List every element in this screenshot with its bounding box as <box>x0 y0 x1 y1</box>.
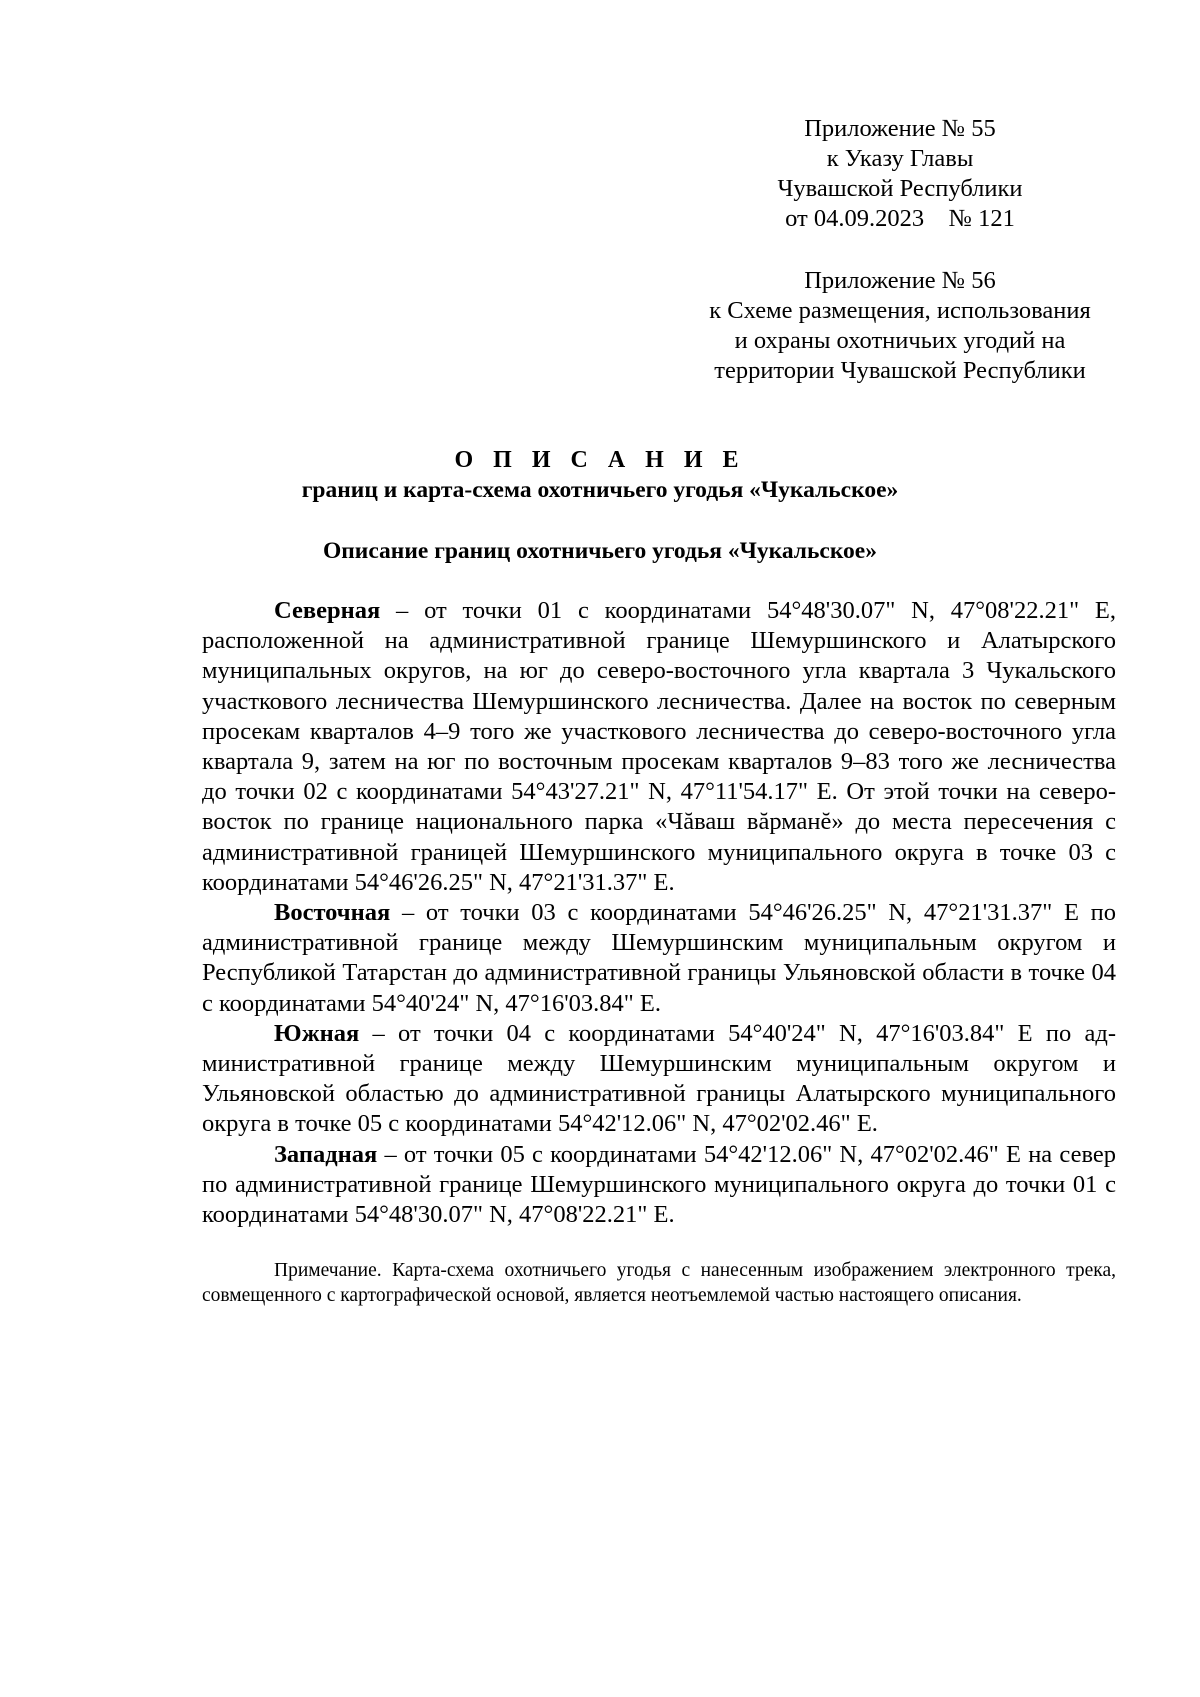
appendix-scheme-line-2: к Схеме размещения, использования <box>709 297 1091 324</box>
boundary-text-north: – от точки 01 с координатами 54°48'30.07" N, 47°08'22.21" E, расположенной на административной границе Шемуршинского и Алатырского муниципальных округов, на юг до северо-восточного угла квартала 3 Чукальского участкового лесничества Шемуршинского лесничества. Далее на восток по северным просекам кварталов 4–9 того же участкового лесничества до северо-восточного угла квартала 9, затем на юг по восточным просекам кварталов 9–83 того же лесничества до точки 02 с координатами 54°43'27.21" N, 47°11'54.17" E. От этой точки на северо-восток по границе национального парка «Чăваш вăрманĕ» до места пересечения с административной границей Шемуршинского муниципального округа в точке 03 с координатами 54°46'26.25" N, 47°21'31.37" E. <box>202 597 1116 896</box>
boundary-description <box>202 596 1116 1230</box>
appendix-scheme-block <box>660 266 1140 386</box>
appendix-decree-line-4: от 04.09.2023 № 121 <box>785 205 1015 232</box>
appendix-decree-line-1: Приложение № 55 <box>804 115 996 142</box>
boundary-text-south: – от точки 04 с координатами 54°40'24" N, 47°16'03.84" E по административной границе между Шемуршинским муниципальным округом и Ульяновской областью до административной границы Алатырского муниципального округа в точке 05 с координатами 54°42'12.06" N, 47°02'02.46" E. <box>202 1019 1116 1138</box>
section-heading: Описание границ охотничьего угодья «Чукальское» <box>322 538 877 564</box>
appendix-decree-block <box>700 114 1100 234</box>
document-title: О П И С А Н И Е <box>454 447 746 473</box>
boundary-label-north: Северная <box>274 597 381 624</box>
boundary-label-east: Восточная <box>274 899 391 927</box>
boundary-label-west: Западная <box>274 1140 378 1168</box>
boundary-text-east: – от точки 03 с координатами 54°46'26.25" N, 47°21'31.37" E по административной границе между Шемуршинским муниципальным округом и Республикой Татарстан до административной границы Ульяновской области в точке 04 с координатами 54°40'24" N, 47°16'03.84" E. <box>202 899 1116 1017</box>
boundary-label-south: Южная <box>274 1019 360 1047</box>
appendix-scheme-line-4: территории Чувашской Республики <box>714 357 1086 384</box>
document-subtitle: границ и карта-схема охотничьего угодья «Чукальское» <box>301 477 899 503</box>
boundary-paragraph-west <box>202 1140 1116 1231</box>
boundary-text-west: – от точки 05 с координатами 54°42'12.06" N, 47°02'02.46" E на север по административной границе Шемуршинского муниципального округа до точки 01 с координатами 54°48'30.07" N, 47°08'22.21" E. <box>202 1140 1116 1229</box>
boundary-paragraph-south <box>202 1019 1116 1140</box>
boundary-paragraph-north <box>202 596 1116 898</box>
document-note: Примечание. Карта-схема охотничьего угодья с нанесенным изображением электронного трека, совмещенного с картографической основой, является неотъемлемой частью настоящего описания. <box>202 1260 1116 1306</box>
appendix-decree-line-3: Чувашской Республики <box>777 175 1023 202</box>
appendix-scheme-line-1: Приложение № 56 <box>804 267 996 294</box>
boundary-paragraph-east <box>202 898 1116 1019</box>
appendix-decree-line-2: к Указу Главы <box>826 145 974 172</box>
appendix-scheme-line-3: и охраны охотничьих угодий на <box>734 327 1066 354</box>
